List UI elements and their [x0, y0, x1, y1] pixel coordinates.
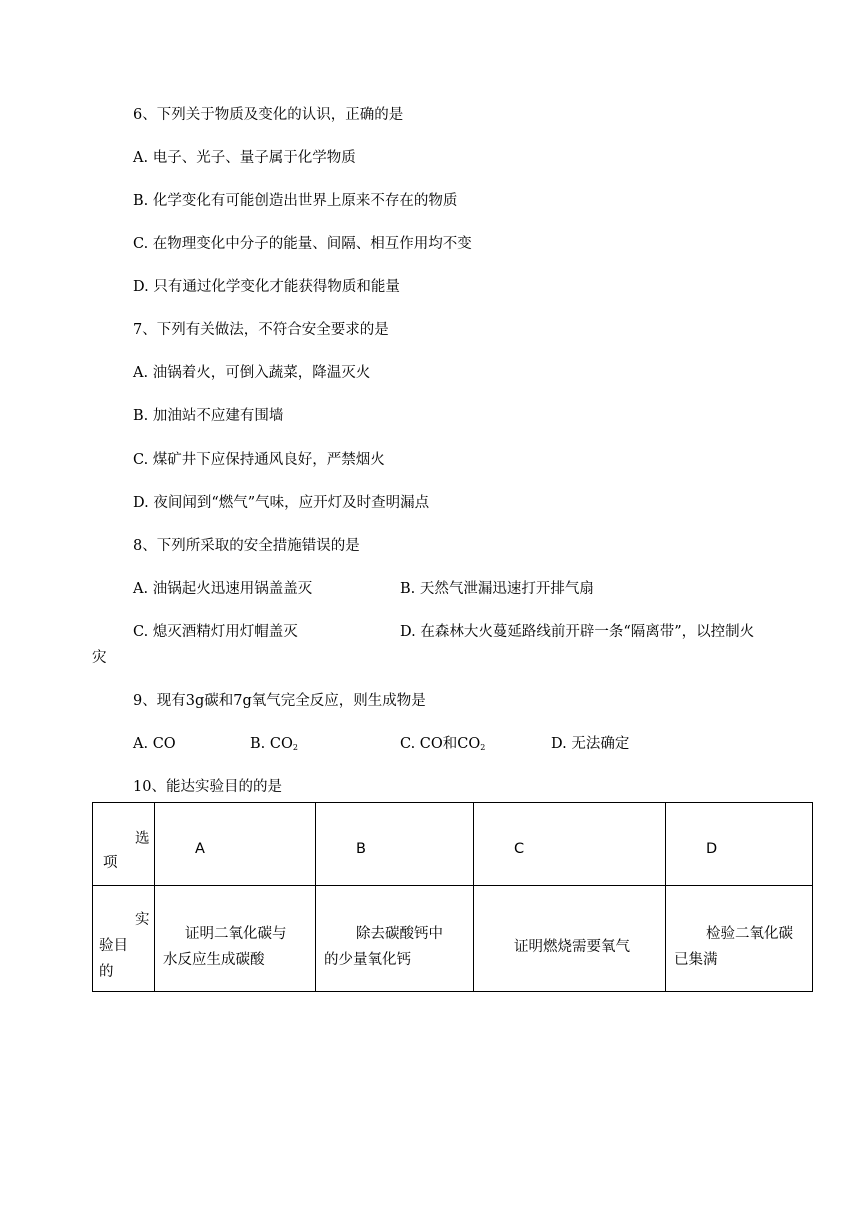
purpose-c-cell: [474, 886, 666, 992]
purpose-b-cell: [316, 886, 474, 992]
q6-option-a: A. 电子、光子、量子属于化学物质: [133, 150, 356, 166]
purpose-d-line1: 检验二氧化碳: [706, 926, 793, 942]
row-label-line1: 实: [135, 912, 150, 928]
purpose-a-cell: [155, 886, 316, 992]
row-label-line3: 的: [99, 964, 114, 980]
header-label-line2: 项: [103, 855, 118, 871]
q9-option-c: C. CO和$CO_2$: [400, 736, 486, 752]
option-a-label: A: [195, 841, 205, 857]
q6-stem: 6、下列关于物质及变化的认识，正确的是: [133, 107, 404, 123]
q7-option-c: C. 煤矿井下应保持通风良好，严禁烟火: [133, 452, 385, 468]
q7-option-b: B. 加油站不应建有围墙: [133, 408, 284, 424]
q8-option-d-continuation: 灾: [92, 650, 107, 666]
option-d-label: D: [706, 841, 718, 857]
purpose-a-line2: 水反应生成碳酸: [163, 952, 265, 968]
q7-option-a: A. 油锅着火，可倒入蔬菜，降温灭火: [133, 365, 371, 381]
purpose-d-cell: [666, 886, 813, 992]
row-label-line2: 验目: [99, 938, 128, 954]
option-a-cell: [155, 803, 316, 886]
purpose-c-line1: 证明燃烧需要氧气: [514, 939, 630, 955]
q7-stem: 7、下列有关做法，不符合安全要求的是: [133, 322, 389, 338]
q9-stem: 9、现有3g碳和7g氧气完全反应，则生成物是: [133, 693, 426, 709]
purpose-a-line1: 证明二氧化碳与: [185, 926, 287, 942]
header-label-line1: 选: [135, 831, 150, 847]
q9-option-b: B. $CO_2$: [250, 736, 298, 752]
q10-stem: 10、能达实验目的的是: [133, 779, 282, 795]
option-b-label: B: [356, 841, 366, 857]
option-c-cell: [474, 803, 666, 886]
q8-option-c: C. 熄灭酒精灯用灯帽盖灭: [133, 624, 298, 640]
option-d-cell: [666, 803, 813, 886]
q8-option-d: D. 在森林大火蔓延路线前开辟一条“隔离带”，以控制火: [400, 624, 755, 640]
row-label-cell: [93, 886, 155, 992]
option-c-label: C: [514, 841, 525, 857]
header-label-cell: [93, 803, 155, 886]
table-header-row: [93, 803, 813, 886]
q6-option-b: B. 化学变化有可能创造出世界上原来不存在的物质: [133, 193, 458, 209]
purpose-b-line2: 的少量氧化钙: [324, 952, 411, 968]
q8-option-b: B. 天然气泄漏迅速打开排气扇: [400, 581, 594, 597]
q6-option-c: C. 在物理变化中分子的能量、间隔、相互作用均不变: [133, 236, 472, 252]
purpose-d-line2: 已集满: [674, 952, 718, 968]
q8-option-a: A. 油锅起火迅速用锅盖盖灭: [133, 581, 313, 597]
experiment-table: [92, 802, 813, 992]
table-purpose-row: [93, 886, 813, 992]
q6-option-d: D. 只有通过化学变化才能获得物质和能量: [133, 279, 400, 295]
q9-option-a: A. CO: [133, 736, 176, 752]
purpose-b-line1: 除去碳酸钙中: [356, 926, 443, 942]
q8-stem: 8、下列所采取的安全措施错误的是: [133, 538, 360, 554]
q7-option-d: D. 夜间闻到“燃气”气味，应开灯及时查明漏点: [133, 495, 430, 511]
q9-option-d: D. 无法确定: [551, 736, 630, 752]
option-b-cell: [316, 803, 474, 886]
